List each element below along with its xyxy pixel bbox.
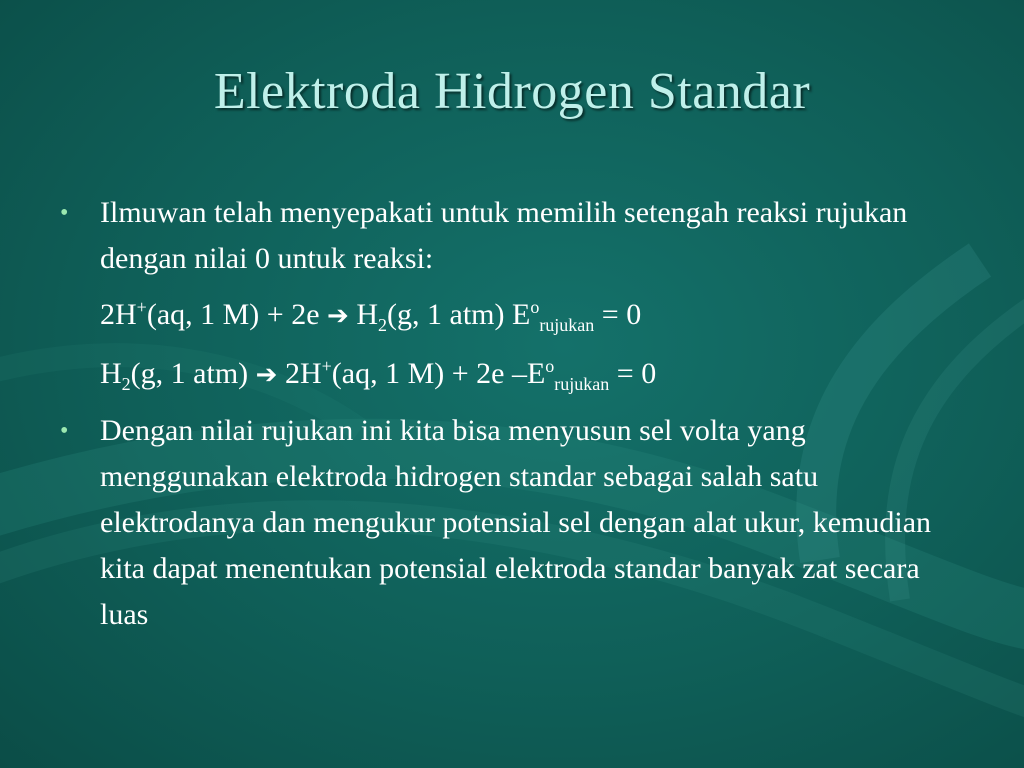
slide-body [60, 190, 960, 638]
bullet-item [60, 190, 960, 282]
slide-title: Elektroda Hidrogen Standar [213, 63, 811, 120]
bullet-dot-icon: • [60, 418, 69, 444]
bullet-item [60, 408, 960, 638]
bullet-text: Ilmuwan telah menyepakati untuk memilih setengah reaksi rujukan dengan nilai 0 untuk reaksi: [100, 196, 908, 275]
equation-reduction: 2H+(aq, 1 M) + 2e ➔ $H_2(g$, 1 atm) $E^o_{rujukan} = 0$ [100, 297, 642, 335]
bullet-text: Dengan nilai rujukan ini kita bisa menyusun sel volta yang menggunakan elektroda hidrogen standar sebagai salah satu elektrodanya dan mengukur potensial sel dengan alat ukur, kemudian kita dapat menentukan potensial elektroda standar banyak zat secara luas [100, 414, 932, 631]
bullet-dot-icon: • [60, 200, 69, 226]
arrow-right-icon: ➔ [255, 360, 278, 390]
arrow-right-icon: ➔ [327, 301, 349, 331]
equation-oxidation: $H_2(g$, 1 atm) ➔ 2H+(aq, 1 M) + 2e $-E^o_{rujukan} = 0$ [100, 356, 657, 394]
